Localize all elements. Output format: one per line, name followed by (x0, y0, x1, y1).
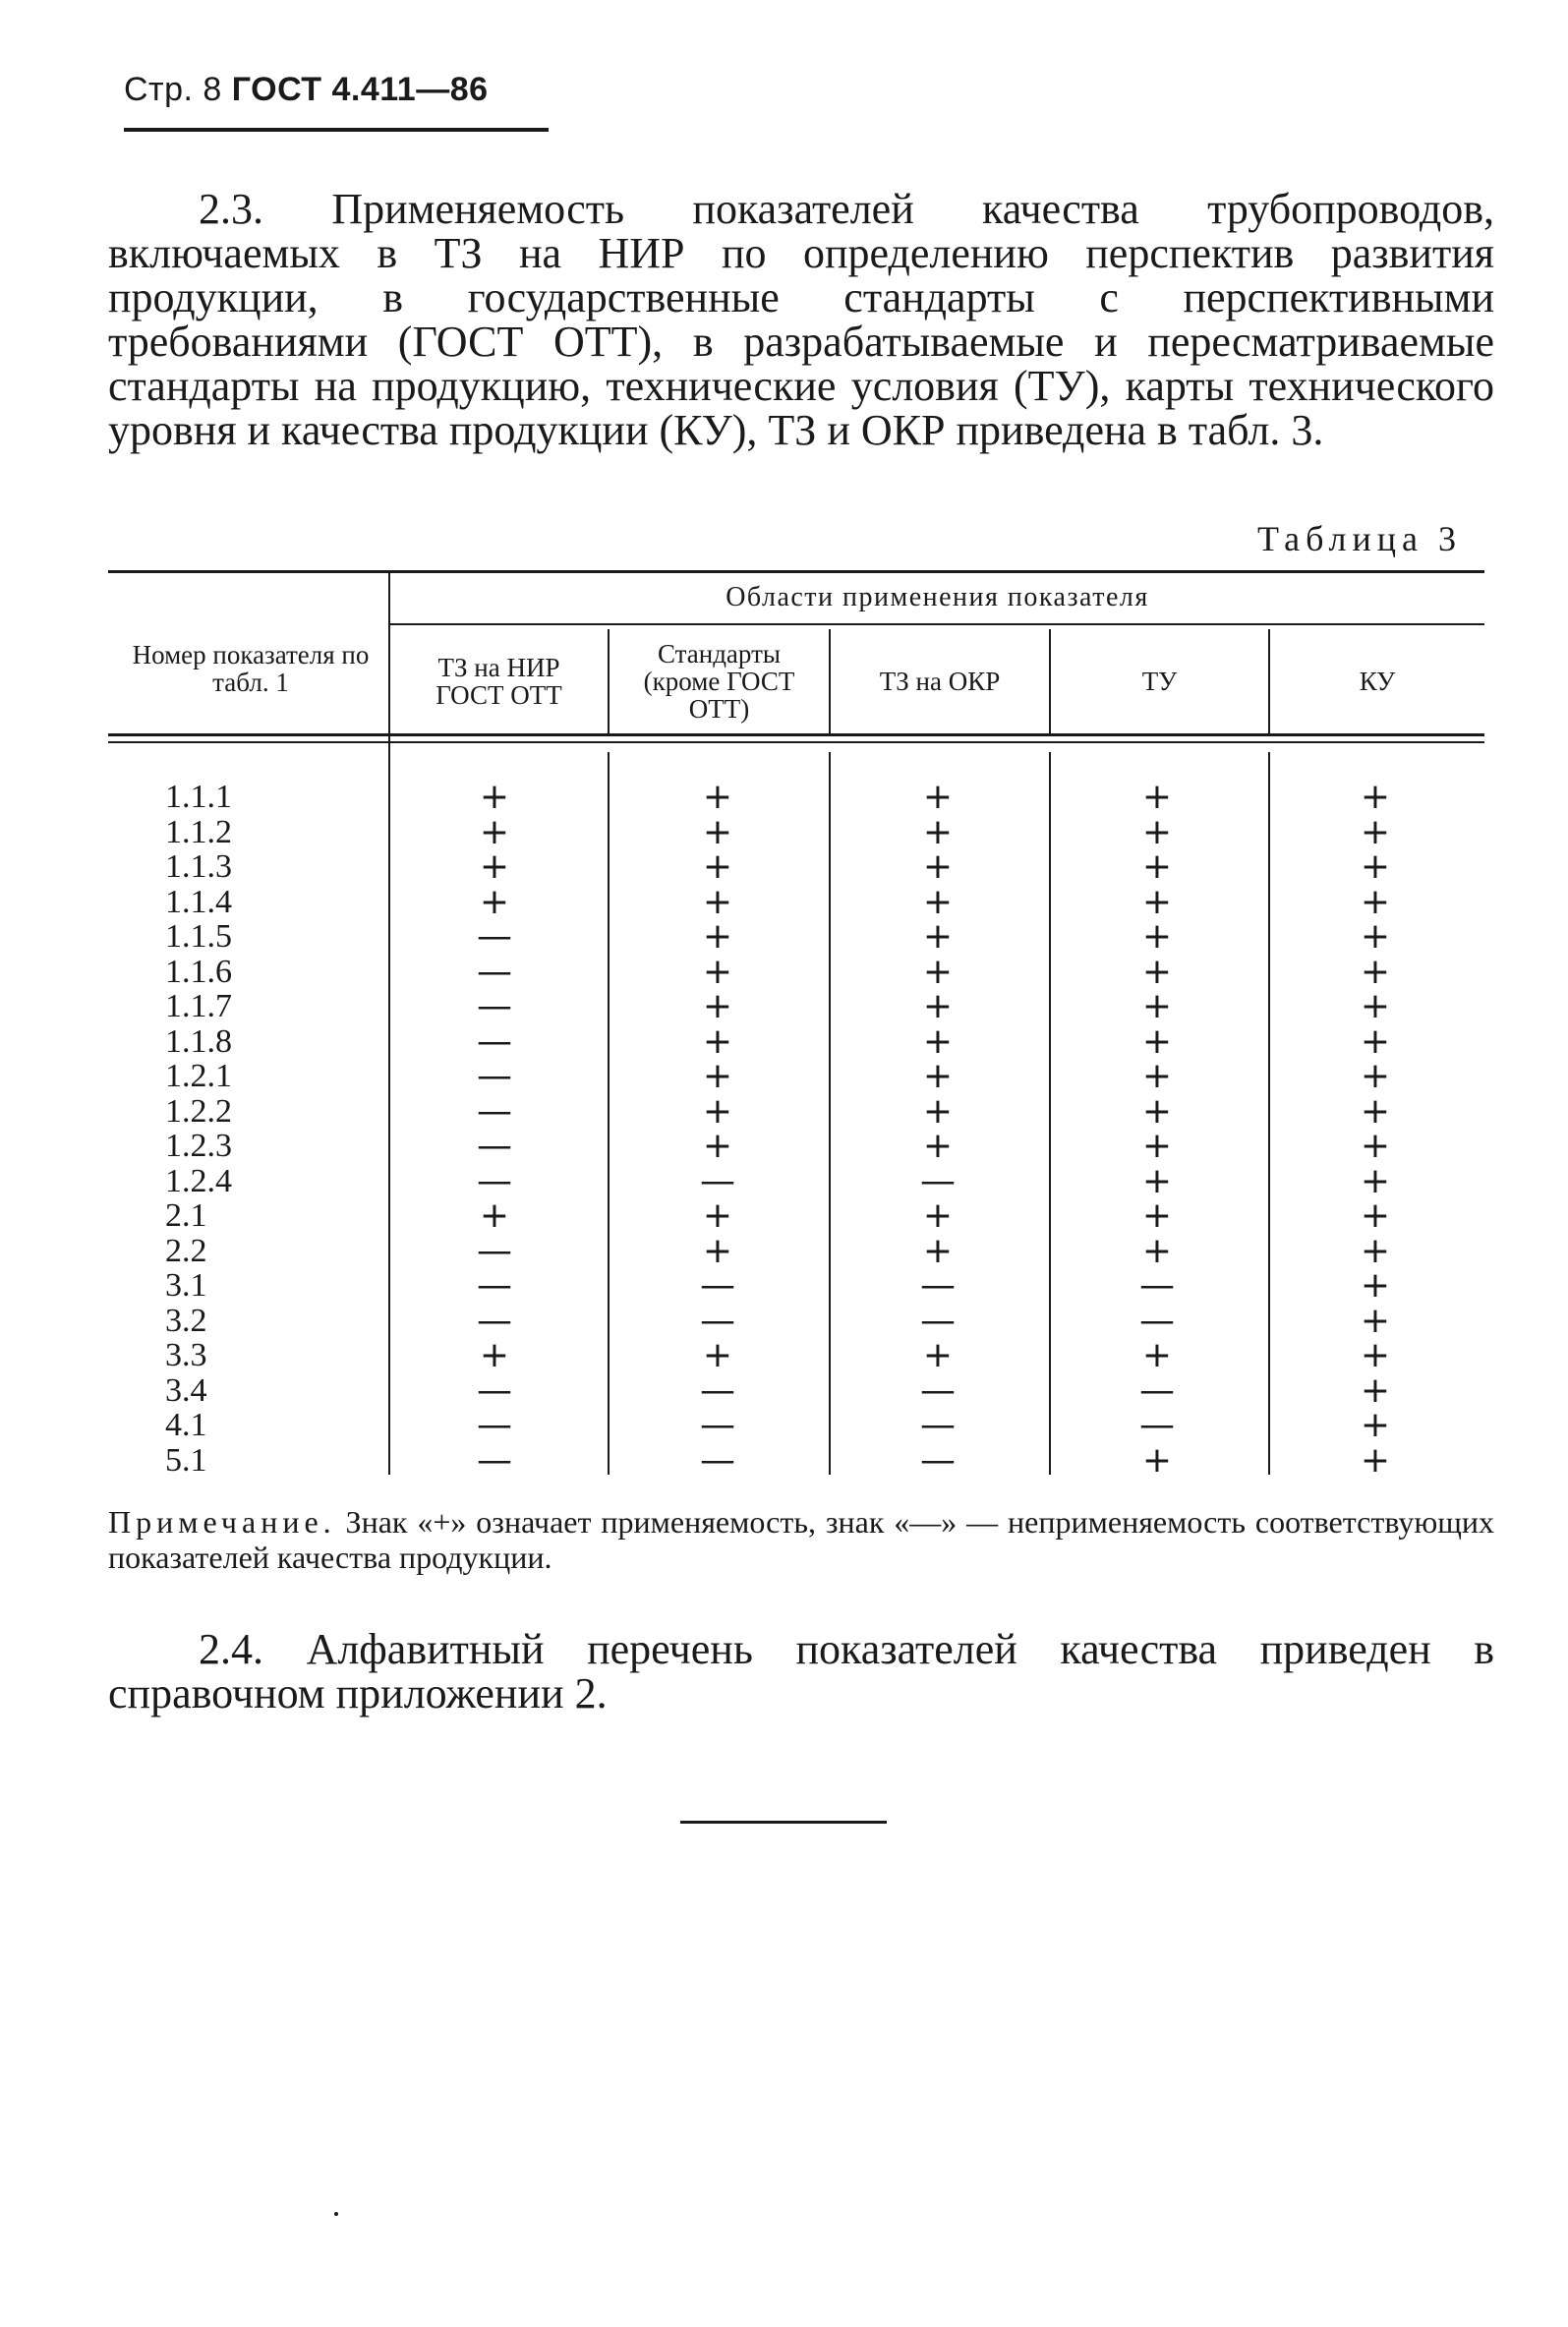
row-number: 1.2.1 (165, 1058, 232, 1094)
applicability-sign: — (477, 1440, 512, 1481)
applicability-sign: + (1141, 1021, 1173, 1062)
applicability-sign: — (477, 1231, 512, 1271)
table-top-rule (108, 570, 1484, 573)
applicability-sign: + (1141, 1056, 1173, 1096)
applicability-sign: + (1141, 916, 1173, 957)
applicability-sign: + (1360, 986, 1391, 1026)
applicability-sign: + (1141, 1091, 1173, 1132)
row-number: 3.4 (165, 1372, 207, 1409)
table-col-rule (608, 752, 610, 1475)
column-header-tu: ТУ (1141, 667, 1178, 696)
applicability-sign: + (1360, 1195, 1391, 1236)
applicability-sign: + (702, 952, 733, 992)
applicability-sign: + (1360, 916, 1391, 957)
table-header-rule-1 (108, 733, 1484, 736)
applicability-sign: — (477, 1091, 512, 1132)
applicability-sign: — (477, 1126, 512, 1166)
applicability-sign: — (920, 1161, 956, 1201)
applicability-sign: + (1141, 777, 1173, 817)
row-number: 3.3 (165, 1337, 207, 1373)
applicability-sign: — (477, 1301, 512, 1341)
applicability-sign: — (477, 1370, 512, 1411)
applicability-sign: + (702, 1091, 733, 1132)
scan-mark (334, 2212, 338, 2216)
applicability-sign: + (479, 777, 510, 817)
applicability-sign: + (922, 916, 954, 957)
page-number: Стр. 8 (124, 71, 222, 108)
applicability-sign: + (702, 1126, 733, 1166)
table-col-rule (829, 752, 831, 1475)
applicability-sign: + (922, 882, 954, 922)
applicability-sign: + (479, 812, 510, 852)
applicability-sign: — (1139, 1265, 1175, 1306)
applicability-sign: + (1360, 846, 1391, 887)
applicability-sign: + (1360, 1335, 1391, 1375)
applicability-sign: — (477, 1405, 512, 1445)
applicability-sign: + (702, 1056, 733, 1096)
end-rule (680, 1821, 887, 1824)
row-number: 1.1.4 (165, 884, 232, 920)
applicability-sign: + (1360, 1126, 1391, 1166)
row-number: 1.1.6 (165, 954, 232, 990)
applicability-sign: + (1360, 1161, 1391, 1201)
table-header-rule-2 (108, 741, 1484, 743)
column-header-tz-nir: ТЗ на НИР ГОСТ ОТТ (436, 653, 562, 710)
applicability-sign: + (1360, 1231, 1391, 1271)
column-header-ku: КУ (1359, 667, 1396, 696)
applicability-sign: + (922, 1126, 954, 1166)
applicability-sign: + (922, 777, 954, 817)
applicability-sign: — (477, 916, 512, 957)
paragraph-2-3: 2.3. Применяемость показателей качества трубопроводов, включаемых в ТЗ на НИР по определению перспектив развития продукции, в государственные стандарты с перспективными требованиями (ГОСТ ОТТ), в разрабатываемые и пересматриваемые стандарты на продукцию, технические условия (ТУ), карты технического уровня и качества продукции (КУ), ТЗ и ОКР приведена в табл. 3. (108, 185, 1494, 454)
applicability-sign: — (477, 1056, 512, 1096)
applicability-sign: + (702, 882, 733, 922)
row-number: 2.2 (165, 1233, 207, 1269)
applicability-sign: — (700, 1265, 735, 1306)
applicability-sign: — (700, 1405, 735, 1445)
applicability-sign: + (1141, 812, 1173, 852)
applicability-sign: + (1141, 882, 1173, 922)
applicability-sign: + (479, 882, 510, 922)
applicability-sign: — (700, 1440, 735, 1481)
table-note (108, 1504, 1494, 1575)
applicability-sign: + (922, 986, 954, 1026)
table-span-rule (390, 623, 1484, 625)
applicability-sign: — (700, 1370, 735, 1411)
row-number: 1.1.8 (165, 1023, 232, 1060)
row-number: 3.2 (165, 1303, 207, 1339)
applicability-sign: + (922, 1056, 954, 1096)
applicability-sign: + (1360, 1056, 1391, 1096)
applicability-sign: + (922, 952, 954, 992)
applicability-sign: — (920, 1265, 956, 1306)
row-number: 1.2.4 (165, 1163, 232, 1199)
row-number: 1.1.1 (165, 779, 232, 815)
applicability-sign: — (1139, 1301, 1175, 1341)
applicability-sign: + (1141, 1195, 1173, 1236)
applicability-sign: — (920, 1405, 956, 1445)
row-number: 4.1 (165, 1407, 207, 1443)
applicability-sign: — (477, 1161, 512, 1201)
row-number: 3.1 (165, 1267, 207, 1304)
applicability-sign: + (922, 1021, 954, 1062)
applicability-sign: + (1360, 1265, 1391, 1306)
applicability-sign: + (702, 1021, 733, 1062)
applicability-sign: — (700, 1161, 735, 1201)
applicability-sign: + (922, 1091, 954, 1132)
applicability-sign: + (1360, 1370, 1391, 1411)
applicability-sign: + (479, 1335, 510, 1375)
applicability-sign: — (1139, 1370, 1175, 1411)
applicability-sign: — (920, 1301, 956, 1341)
applicability-sign: + (922, 1335, 954, 1375)
row-number: 1.1.5 (165, 918, 232, 955)
table-caption: Таблица 3 (1257, 519, 1462, 558)
applicability-sign: + (479, 1195, 510, 1236)
table-col-rule (1268, 752, 1270, 1475)
table-col-rule (1049, 752, 1051, 1475)
applicability-sign: — (700, 1301, 735, 1341)
applicability-sign: + (922, 1231, 954, 1271)
row-number: 1.1.2 (165, 814, 232, 850)
applicability-sign: + (922, 1195, 954, 1236)
applicability-sign: + (702, 812, 733, 852)
applicability-sign: + (1141, 986, 1173, 1026)
applicability-sign: + (702, 777, 733, 817)
row-number: 1.2.3 (165, 1128, 232, 1164)
applicability-sign: + (702, 1231, 733, 1271)
applicability-sign: — (1139, 1405, 1175, 1445)
applicability-sign: + (1141, 952, 1173, 992)
applicability-sign: + (1141, 1161, 1173, 1201)
applicability-sign: + (922, 812, 954, 852)
applicability-sign: + (1141, 1126, 1173, 1166)
applicability-sign: + (1141, 1440, 1173, 1481)
applicability-sign: + (1141, 1231, 1173, 1271)
row-number: 2.1 (165, 1197, 207, 1234)
application-areas-header: Области применения показателя (726, 582, 1149, 612)
row-number: 1.1.3 (165, 848, 232, 885)
note-label: Примечание. (108, 1504, 336, 1540)
applicability-sign: + (1360, 1091, 1391, 1132)
applicability-sign: + (702, 986, 733, 1026)
applicability-sign: + (1360, 1405, 1391, 1445)
applicability-sign: + (479, 846, 510, 887)
applicability-sign: — (477, 1265, 512, 1306)
applicability-sign: + (1360, 812, 1391, 852)
column-header-standards: Стандарты (кроме ГОСТ ОТТ) (643, 639, 795, 724)
column-header-tz-okr: ТЗ на ОКР (879, 667, 1001, 696)
applicability-sign: — (920, 1370, 956, 1411)
note-text: Знак «+» означает применяемость, знак «—» — неприменяемость соответствующих показателей качества продукции. (108, 1504, 1495, 1575)
applicability-sign: — (477, 986, 512, 1026)
applicability-sign: + (702, 1195, 733, 1236)
applicability-sign: + (1360, 1021, 1391, 1062)
applicability-sign: + (1360, 952, 1391, 992)
applicability-sign: — (920, 1440, 956, 1481)
applicability-sign: + (922, 846, 954, 887)
row-number: 1.2.2 (165, 1093, 232, 1130)
applicability-sign: + (1360, 777, 1391, 817)
applicability-sign: + (702, 916, 733, 957)
applicability-sign: + (702, 846, 733, 887)
applicability-sign: — (477, 952, 512, 992)
applicability-sign: + (1141, 846, 1173, 887)
paragraph-2-4: 2.4. Алфавитный перечень показателей качества приведен в справочном приложении 2. (108, 1625, 1494, 1717)
row-number: 1.1.7 (165, 988, 232, 1024)
applicability-sign: + (1360, 1440, 1391, 1481)
row-number: 5.1 (165, 1442, 207, 1479)
applicability-sign: + (702, 1335, 733, 1375)
applicability-sign: + (1360, 882, 1391, 922)
applicability-sign: + (1360, 1301, 1391, 1341)
standard-designation: ГОСТ 4.411—86 (231, 71, 489, 108)
applicability-sign: + (1141, 1335, 1173, 1375)
row-number-header: Номер показателя по табл. 1 (132, 640, 370, 697)
applicability-sign: — (477, 1021, 512, 1062)
